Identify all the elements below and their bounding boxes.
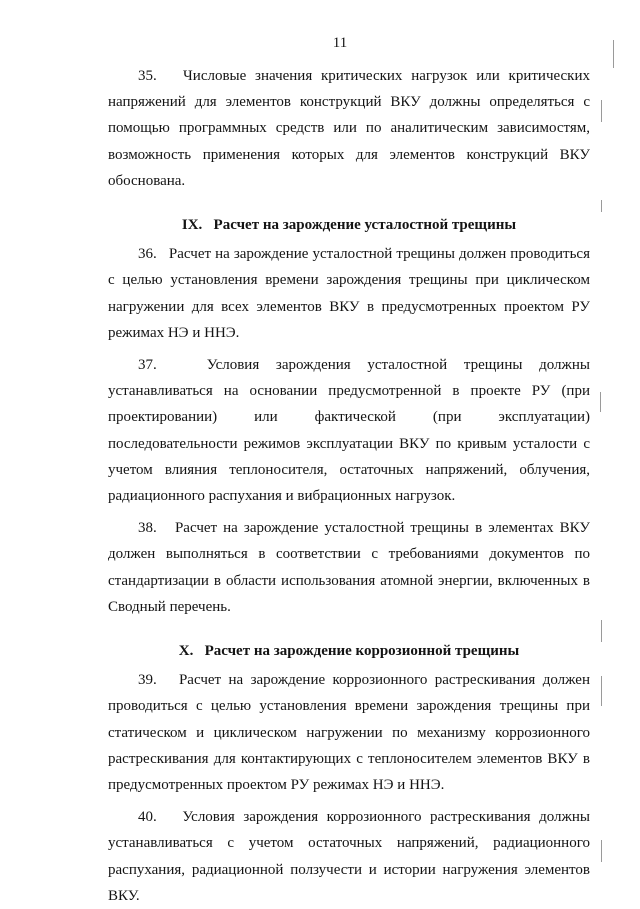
document-body [108, 63, 590, 909]
paragraph-39: 39. Расчет на зарождение коррозионного растрескивания должен проводиться с целью установления времени зарождения трещины при статическом и циклическом нагружении по механизму коррозионного растрескивания для контактирующих с теплоносителем элементов ВКУ в предусмотренных проектом РУ режимах НЭ и ННЭ. [108, 672, 590, 794]
scan-mark [601, 840, 602, 862]
paragraph-40: 40. Условия зарождения коррозионного растрескивания должны устанавливаться с учетом остаточных напряжений, радиационного распухания, радиационной ползучести и истории нагружения элементов ВКУ. [108, 809, 590, 904]
scan-mark [601, 200, 602, 212]
paragraph-35: 35. Числовые значения критических нагрузок или критических напряжений для элементов конструкций ВКУ должны определяться с помощью программных средств или по аналитическим зависимостям, возможность применения которых для элементов конструкций ВКУ обоснована. [108, 68, 590, 189]
section-heading-x: X. Расчет на зарождение коррозионной трещины [178, 643, 520, 660]
section-heading-ix: IX. Расчет на зарождение усталостной трещины [181, 217, 517, 234]
scan-mark [601, 100, 602, 122]
scan-mark [601, 676, 602, 706]
scan-mark [601, 620, 602, 642]
paragraph-37: 37. Условия зарождения усталостной трещины должны устанавливаться на основании предусмотренной в проекте РУ (при проектировании) или фактической (при эксплуатации) последовательности режимов эксплуатации ВКУ по кривым усталости с учетом влияния теплоносителя, остаточных напряжений, облучения, радиационного распухания и вибрационных нагрузок. [108, 357, 590, 505]
scan-mark [613, 40, 614, 68]
paragraph-38: 38. Расчет на зарождение усталостной трещины в элементах ВКУ должен выполняться в соответствии с требованиями документов по стандартизации в области использования атомной энергии, включенных в Сводный перечень. [108, 520, 590, 615]
scan-mark [600, 392, 601, 412]
page-number: 11 [332, 35, 348, 51]
paragraph-36: 36. Расчет на зарождение усталостной трещины должен проводиться с целью установления времени зарождения трещины при циклическом нагружении для всех элементов ВКУ в предусмотренных проектом РУ режимах НЭ и ННЭ. [108, 246, 590, 341]
